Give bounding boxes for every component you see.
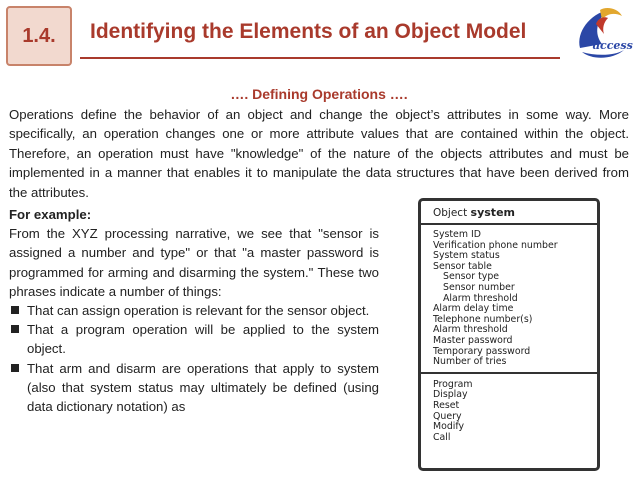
success-logo-icon bbox=[572, 4, 634, 66]
list-item bbox=[9, 320, 379, 358]
intro-paragraph: Operations define the behavior of an object and change the object’s attributes in some way. More specifically, an operation changes one or more attribute values that are contained within the object. Therefore, an operation must have "knowledge" of the nature of the objects attributes and must be implemented in a manner that enables it to manipulate the data structures that have been derived from the attributes. bbox=[9, 107, 629, 200]
section-number: 1.4. bbox=[22, 24, 56, 47]
example-narrative: From the XYZ processing narrative, we see that "sensor is assigned a number and type" or that "a master password is programmed for arming and disarming the system." These two phrases indicate a number of things: bbox=[9, 226, 379, 299]
example-column bbox=[9, 205, 379, 416]
attribute-item: Number of tries bbox=[433, 356, 507, 368]
object-operations bbox=[421, 374, 597, 444]
title-underline bbox=[80, 57, 560, 59]
operation-item: Call bbox=[433, 431, 451, 443]
attribute-item: Temporary password bbox=[433, 345, 531, 357]
slide-title: Identifying the Elements of an Object Model bbox=[90, 20, 527, 43]
square-bullet-icon bbox=[11, 306, 19, 314]
example-bullet-list bbox=[9, 301, 379, 416]
sensor-table-item: Sensor type bbox=[443, 271, 500, 283]
attribute-item: Master password bbox=[433, 334, 513, 346]
logo-text: uccess bbox=[592, 39, 633, 52]
bullet-text: That a program operation will be applied to the system object. bbox=[27, 322, 379, 357]
attribute-item: Alarm threshold bbox=[433, 324, 508, 336]
attribute-item: System ID bbox=[433, 229, 481, 240]
object-header bbox=[421, 201, 597, 225]
operation-item: Program bbox=[433, 378, 473, 390]
bullet-text: That can assign operation is relevant for the sensor object. bbox=[27, 303, 370, 319]
operation-item: Display bbox=[433, 389, 468, 401]
attribute-item: System status bbox=[433, 250, 500, 262]
section-number-badge bbox=[6, 6, 72, 66]
square-bullet-icon bbox=[11, 325, 19, 333]
object-header-name: system bbox=[470, 206, 515, 219]
operation-item: Modify bbox=[433, 421, 465, 433]
operation-item: Reset bbox=[433, 399, 460, 411]
operation-item: Query bbox=[433, 410, 462, 422]
attribute-item: Alarm delay time bbox=[433, 303, 514, 315]
sensor-table-item: Sensor number bbox=[443, 281, 515, 293]
attribute-item: Telephone number(s) bbox=[433, 313, 533, 325]
object-attributes bbox=[421, 225, 597, 374]
list-item bbox=[9, 301, 379, 320]
attribute-item: Sensor table bbox=[433, 260, 492, 272]
example-label: For example: bbox=[9, 207, 92, 222]
object-system-diagram bbox=[418, 198, 600, 471]
bullet-text: That arm and disarm are operations that apply to system (also that system status may ultimately be defined (using data dictionary notation) as bbox=[27, 360, 379, 415]
section-subheading: …. Defining Operations …. bbox=[230, 86, 408, 102]
attribute-item: Verification phone number bbox=[433, 239, 558, 251]
object-header-prefix: Object bbox=[433, 207, 468, 219]
list-item bbox=[9, 359, 379, 417]
sensor-table-item: Alarm threshold bbox=[443, 292, 518, 304]
square-bullet-icon bbox=[11, 364, 19, 372]
